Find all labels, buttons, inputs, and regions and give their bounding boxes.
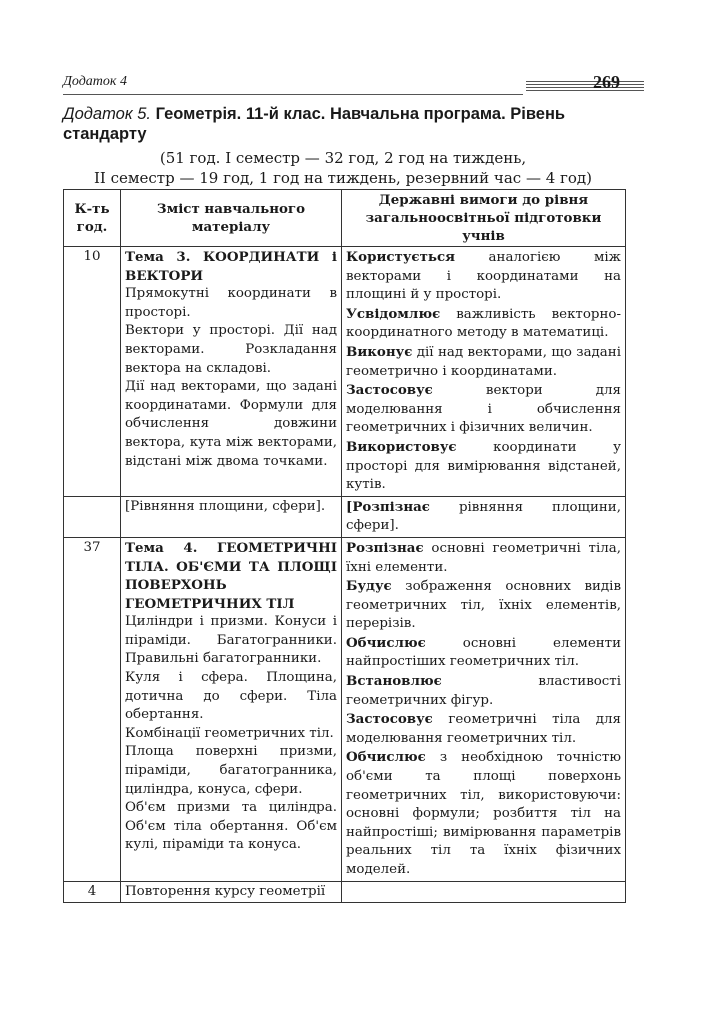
requirement-item	[346, 710, 621, 748]
requirement-item	[346, 539, 621, 577]
requirement-item	[346, 248, 621, 305]
requirement-text: основні елементи найпростіших геометричних тіл.	[346, 635, 621, 670]
table-row	[64, 247, 626, 497]
running-header	[63, 72, 620, 96]
content-paragraph: Дії над векторами, що задані координатами. Формули для обчислення довжини вектора, кута між векторами, відстані між двома точками.	[125, 379, 337, 469]
content-paragraph: [Рівняння площини, сфери].	[125, 498, 326, 514]
topic-title: Тема 3. КООРДИНАТИ і ВЕКТОРИ	[125, 249, 337, 284]
header-decorative-lines	[526, 81, 644, 93]
header-requirements: Державні вимоги до рівня загальноосвітньої підготовки учнів	[342, 190, 626, 247]
table-header-row	[64, 190, 626, 247]
topic-title: Тема 4. ГЕОМЕТРИЧНІ ТІЛА. ОБ'ЄМИ ТА ПЛОЩІ ПОВЕРХОНЬ ГЕОМЕТРИЧНИХ ТІЛ	[125, 539, 337, 612]
requirement-verb: [Розпізнає	[346, 498, 430, 515]
requirements-cell	[342, 247, 626, 497]
requirement-item	[346, 634, 621, 672]
requirements-cell	[342, 496, 626, 537]
requirement-verb: Використовує	[346, 438, 457, 455]
requirement-text: вектори для моделювання і обчислення геометричних і фізичних величин.	[346, 383, 621, 436]
appendix-label: Додаток 5.	[63, 105, 151, 123]
requirement-item	[346, 498, 621, 536]
requirement-text: основні геометричні тіла, їхні елементи.	[346, 540, 621, 575]
requirement-item	[346, 438, 621, 495]
requirement-item	[346, 748, 621, 879]
requirement-text: аналогією між векторами і координатами на площині й у просторі.	[346, 250, 621, 303]
header-content: Зміст навчального матеріалу	[121, 190, 342, 247]
hours-cell: 4	[64, 881, 121, 903]
requirement-item	[346, 672, 621, 710]
content-paragraph: Комбінації геометричних тіл.	[125, 725, 334, 741]
requirement-verb: Застосовує	[346, 711, 433, 728]
table-row	[64, 537, 626, 881]
table-row	[64, 881, 626, 903]
requirement-text: зображення основних видів геометричних тіл, їхніх елементів, перерізів.	[346, 579, 621, 632]
requirement-text: дії над векторами, що задані геометрично і координатами.	[346, 344, 621, 379]
requirements-cell	[342, 881, 626, 903]
content-paragraph: Циліндри і призми. Конуси і піраміди. Багатогранники. Правильні багатогранники.	[125, 614, 337, 667]
page-number: 269	[593, 72, 620, 92]
requirement-item	[346, 305, 621, 343]
hours-summary	[63, 148, 623, 188]
requirement-verb: Обчислює	[346, 634, 426, 651]
requirement-item	[346, 381, 621, 438]
hours-cell	[64, 496, 121, 537]
hours-cell: 37	[64, 537, 121, 881]
curriculum-table	[63, 189, 626, 903]
requirement-text: властивості геометричних фігур.	[346, 674, 621, 708]
requirement-verb: Обчислює	[346, 749, 426, 766]
content-cell	[121, 881, 342, 903]
requirement-text: геометричні тіла для моделювання геометричних тіл.	[346, 712, 621, 746]
appendix-title: Геометрія. 11-й клас. Навчальна програма. Рівень стандарту	[63, 105, 566, 143]
hours-summary-line: (51 год. І семестр — 32 год, 2 год на тиждень,	[159, 149, 527, 167]
requirement-item	[346, 577, 621, 634]
content-paragraph: Площа поверхні призми, піраміди, багатогранника, циліндра, конуса, сфери.	[125, 744, 337, 797]
section-label: Додаток 4	[63, 74, 127, 89]
hours-summary-line: ІІ семестр — 19 год, 1 год на тиждень, резервний час — 4 год)	[93, 169, 593, 187]
content-paragraph: Прямокутні координати в просторі.	[125, 286, 337, 320]
table-body	[64, 247, 626, 903]
content-paragraph: Об'єм призми та циліндра. Об'єм тіла обертання. Об'єм кулі, піраміди та конуса.	[125, 800, 337, 853]
hours-cell: 10	[64, 247, 121, 497]
requirement-verb: Користується	[346, 249, 456, 265]
content-cell	[121, 247, 342, 497]
requirement-verb: Будує	[346, 578, 392, 595]
requirement-text: рівняння площини, сфери].	[346, 499, 621, 534]
requirement-verb: Розпізнає	[346, 539, 424, 556]
requirement-verb: Усвідомлює	[346, 305, 441, 322]
content-paragraph: Повторення курсу геометрії	[125, 883, 326, 899]
requirement-text: координати у просторі для вимірювання відстаней, кутів.	[346, 439, 621, 493]
requirement-verb: Встановлює	[346, 673, 442, 690]
content-cell	[121, 496, 342, 537]
requirement-item	[346, 343, 621, 381]
table-row	[64, 496, 626, 537]
content-paragraph: Вектори у просторі. Дії над векторами. Розкладання вектора на складові.	[125, 323, 337, 376]
requirement-verb: Застосовує	[346, 382, 433, 399]
requirements-cell	[342, 537, 626, 881]
requirement-text: важливість векторно-координатного методу в математиці.	[346, 306, 621, 341]
requirement-text: з необхідною точністю об'єми та площі поверхонь геометричних тіл, використовуючи: основні формули; розбиття тіл на найпростіші; вимірювання параметрів реальних тіл та їхніх фізичних моделей.	[346, 750, 621, 877]
requirement-verb: Виконує	[346, 343, 413, 360]
header-hours: К-ть год.	[64, 190, 121, 247]
content-paragraph: Куля і сфера. Площина, дотична до сфери. Тіла обертання.	[125, 670, 337, 723]
appendix-heading	[63, 104, 623, 144]
header-rule	[63, 94, 523, 95]
content-cell	[121, 537, 342, 881]
